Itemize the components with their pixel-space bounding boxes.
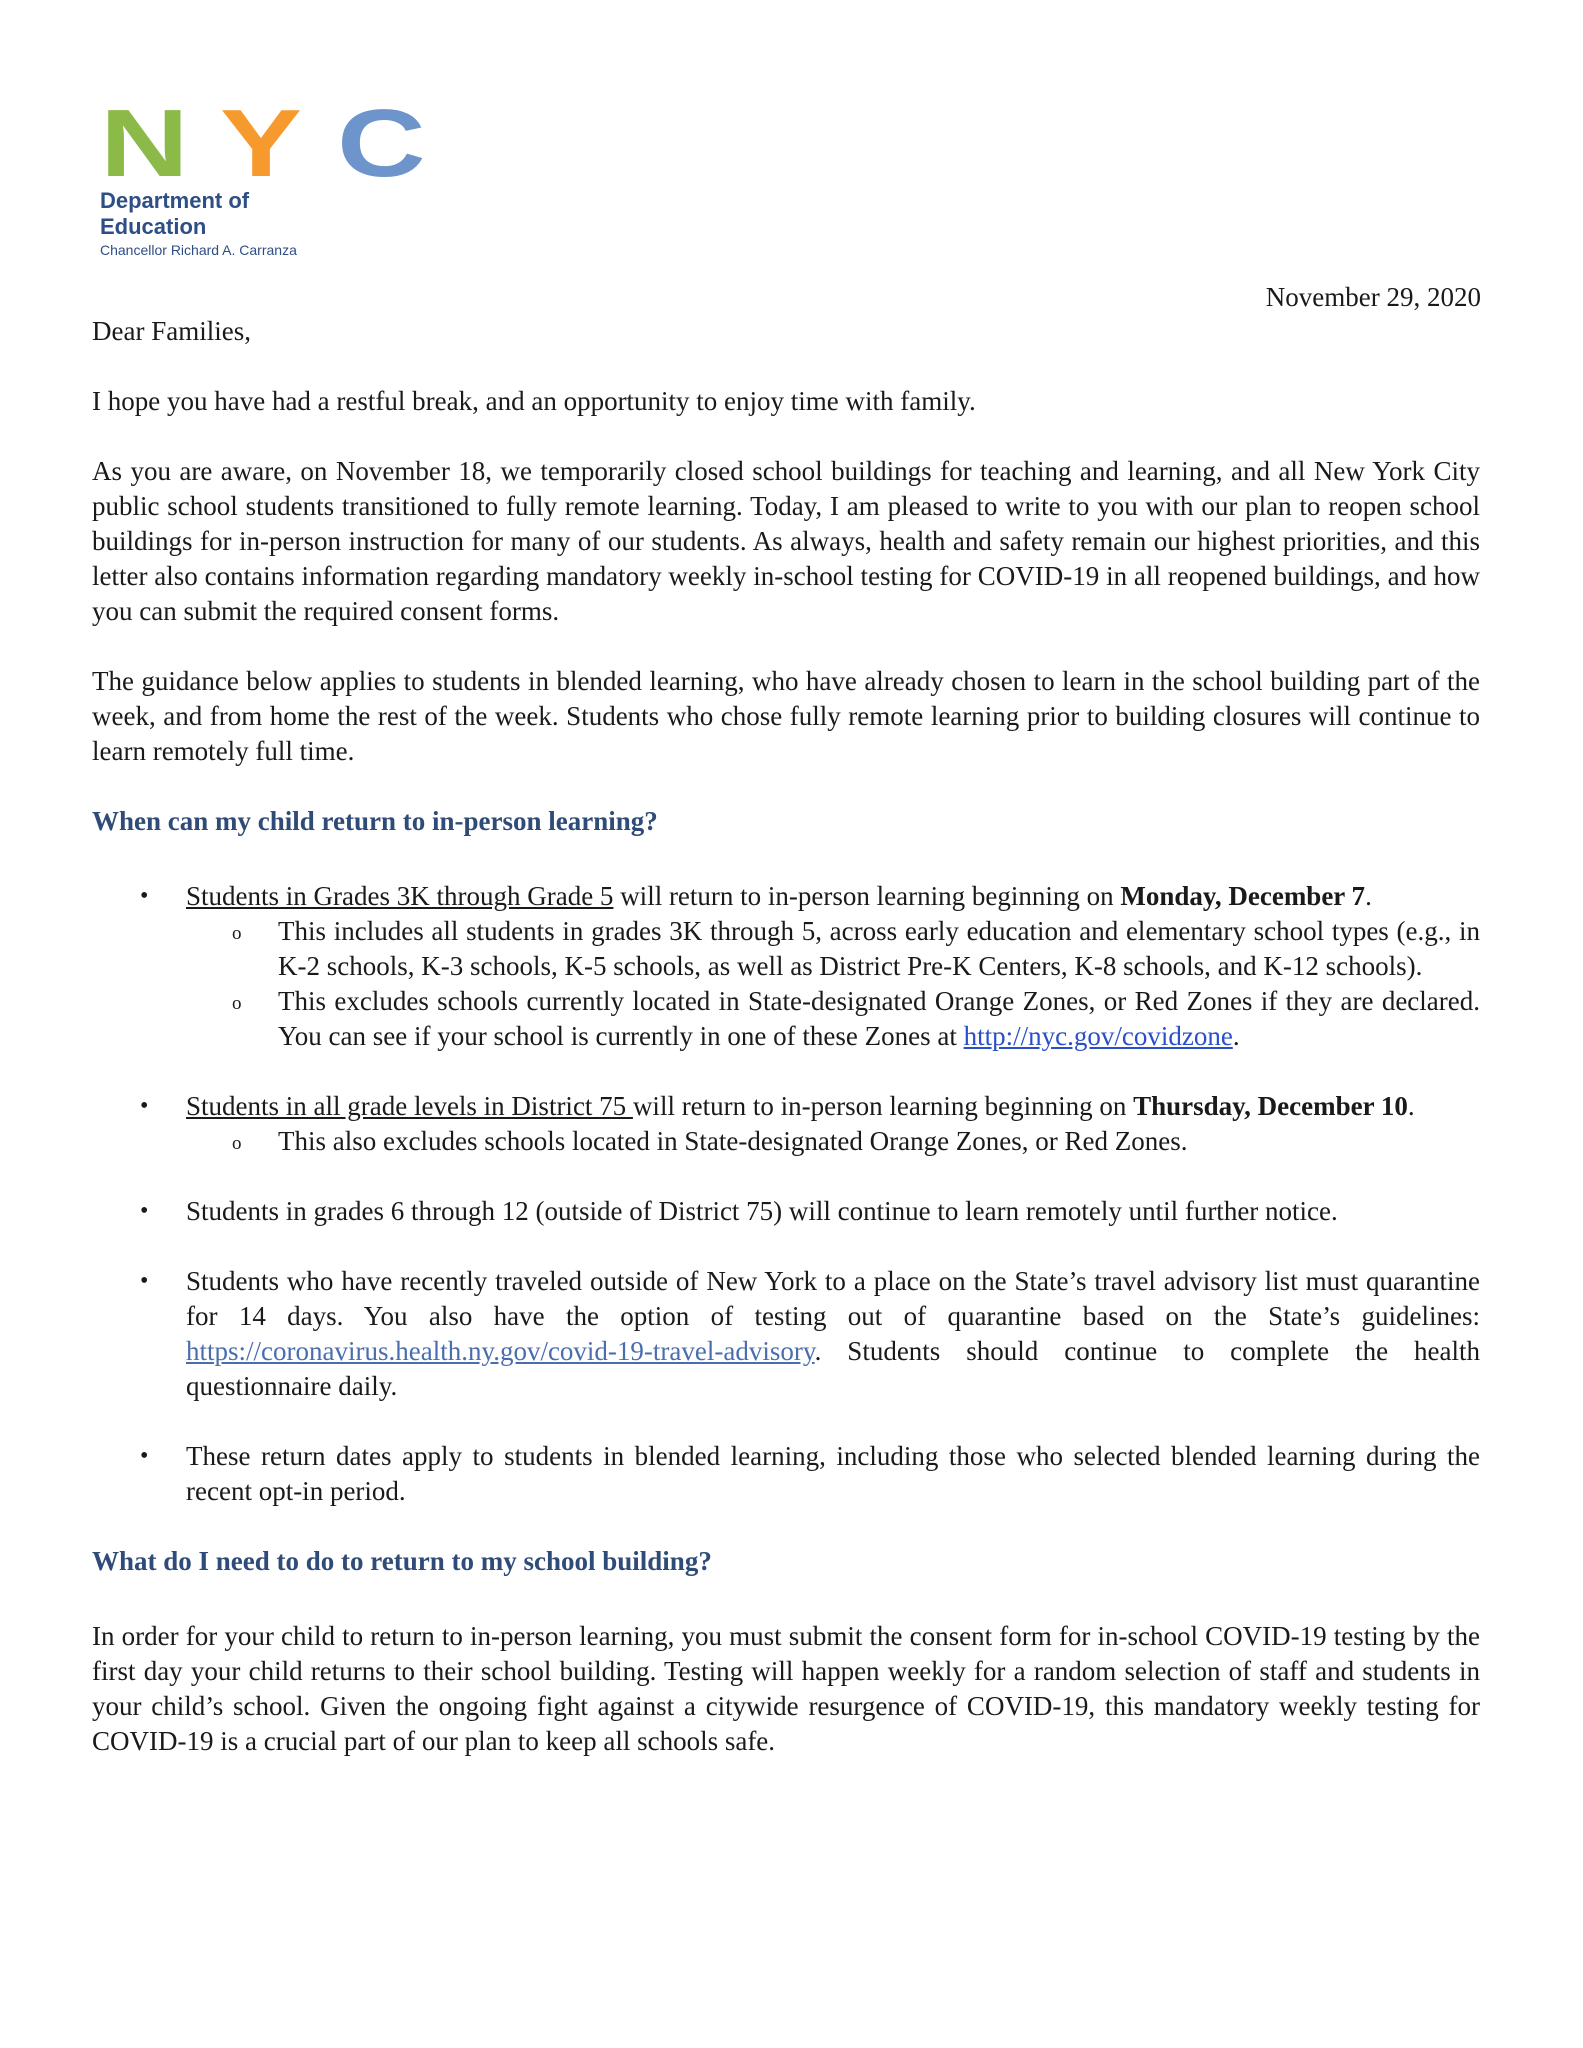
intro-paragraph: I hope you have had a restful break, and an opportunity to enjoy time with family. xyxy=(92,386,976,416)
return-bullet-list xyxy=(92,879,1480,1509)
paragraph-1: As you are aware, on November 18, we temporarily closed school buildings for teaching and learning, and all New York City public school students transitioned to fully remote learning. Today, I am pleased to write to you with our plan to reopen school buildings for in-person instruction for many of our students. As always, health and safety remain our highest priorities, and this letter also contains information regarding mandatory weekly in-school testing for COVID-19 in all reopened buildings, and how you can submit the required consent forms. xyxy=(92,456,1480,626)
bullet-district-75 xyxy=(92,1089,1480,1159)
department-line-2: Education xyxy=(100,214,207,239)
sub-item-period: . xyxy=(1232,1021,1240,1051)
department-line-1: Department of xyxy=(100,188,250,213)
section-heading-return: When can my child return to in-person learning? xyxy=(92,806,658,836)
bullet-period: . xyxy=(1365,881,1372,911)
bullet-text-end: . Students should continue to complete the health questionnaire daily. xyxy=(186,1336,1480,1401)
greeting: Dear Families, xyxy=(92,316,251,346)
covidzone-link[interactable]: http://nyc.gov/covidzone xyxy=(963,1021,1233,1051)
bullet-date: Monday, December 7 xyxy=(1120,881,1366,911)
letter-date: November 29, 2020 xyxy=(1265,282,1481,312)
bullet-period: . xyxy=(1407,1091,1415,1121)
bullet-date: Thursday, December 10 xyxy=(1133,1091,1408,1121)
paragraph-2: The guidance below applies to students in blended learning, who have already chosen to learn in the school building part of the week, and from home the rest of the week. Students who chose fully remote learning prior to building closures will continue to learn remotely full time. xyxy=(92,666,1480,766)
bullet-underlined-text: Students in Grades 3K through Grade 5 xyxy=(186,881,614,911)
bullet-text: will return to in-person learning beginning on xyxy=(632,1091,1134,1121)
logo-letter-c: C xyxy=(337,90,421,197)
letter-body xyxy=(92,314,1480,1759)
nyc-logo-mark xyxy=(100,90,421,197)
logo-letter-y: Y xyxy=(220,90,298,197)
bullet-underlined-text: Students in all grade levels in District 75 xyxy=(186,1091,633,1121)
nyc-doe-logo xyxy=(100,90,421,259)
bullet-text: will return to in-person learning beginning on xyxy=(613,881,1121,911)
section-heading-consent: What do I need to do to return to my school building? xyxy=(92,1546,712,1576)
travel-advisory-link[interactable]: https://coronavirus.health.ny.gov/covid-19-travel-advisory xyxy=(186,1336,815,1366)
sub-item-includes: o This includes all students in grades 3K through 5, across early education and elementary school types (e.g., in K-2 schools, K-3 schools, K-5 schools, as well as District Pre-K Centers, K-8 schools, and K-12 schools). xyxy=(186,914,1480,984)
logo-letter-n: N xyxy=(100,90,184,197)
bullet-travel xyxy=(92,1264,1480,1404)
sub-item-excludes: o This also excludes schools located in State-designated Orange Zones, or Red Zones. xyxy=(186,1124,1480,1159)
bullet-grades-3k-5 xyxy=(92,879,1480,1054)
sub-list xyxy=(186,1124,1480,1159)
consent-paragraph: In order for your child to return to in-person learning, you must submit the consent form for in-school COVID-19 testing by the first day your child returns to their school building. Testing will happen weekly for a random selection of staff and students in your child’s school. Given the ongoing fight against a citywide resurgence of COVID-19, this mandatory weekly testing for COVID-19 is a crucial part of our plan to keep all schools safe. xyxy=(92,1621,1480,1756)
bullet-text: Students who have recently traveled outside of New York to a place on the State’s travel advisory list must quarantine for 14 days. You also have the option of testing out of quarantine based on the State’s guidelines: xyxy=(186,1266,1480,1331)
sub-item-text: This excludes schools currently located in State-designated Orange Zones, or Red Zones if they are declared. You can see if your school is currently in one of these Zones at xyxy=(278,986,1480,1051)
chancellor-name: Chancellor Richard A. Carranza xyxy=(100,242,297,258)
sub-item-excludes xyxy=(186,984,1480,1054)
bullet-blended: • These return dates apply to students in blended learning, including those who selected blended learning during the recent opt-in period. xyxy=(92,1439,1480,1509)
sub-list xyxy=(186,914,1480,1054)
bullet-grades-6-12: • Students in grades 6 through 12 (outside of District 75) will continue to learn remotely until further notice. xyxy=(92,1194,1480,1229)
